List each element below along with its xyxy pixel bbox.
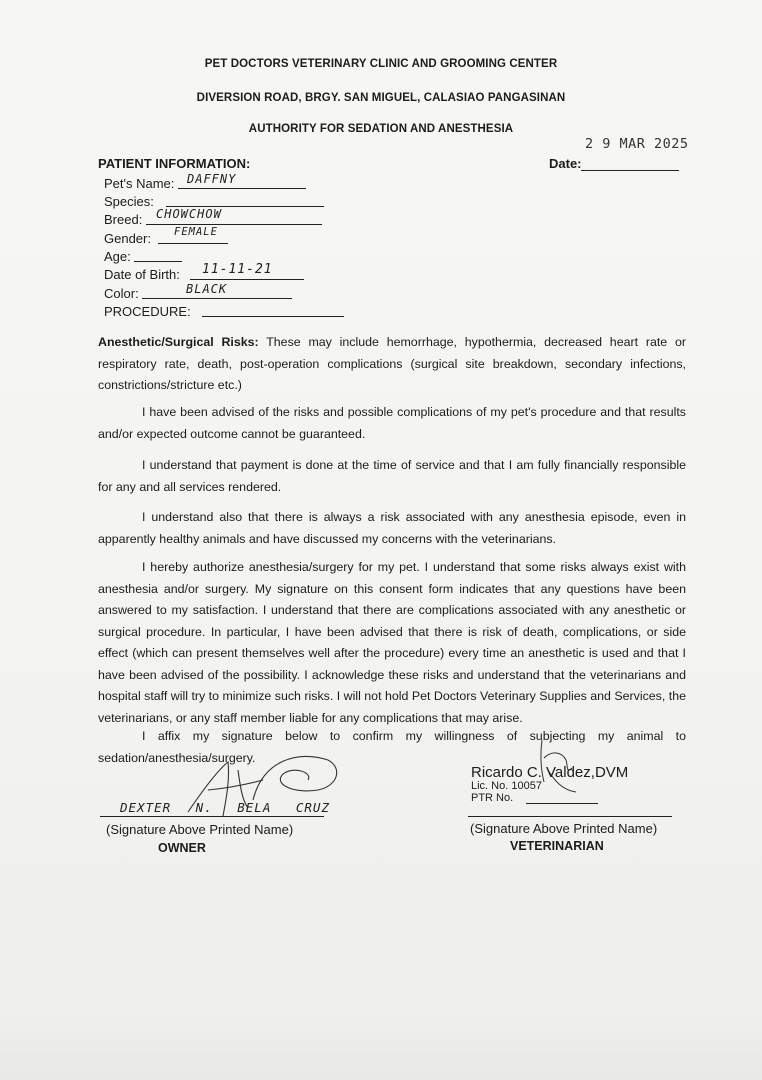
dob-value: 11-11-21 bbox=[202, 262, 273, 277]
paragraph-risk-text: I understand also that there is always a risk associated with any anesthesia episode, even in apparently healthy animals and have discussed my concerns with the veterinarians. bbox=[98, 510, 686, 546]
dob-label: Date of Birth: bbox=[104, 267, 180, 282]
date-stamp: 2 9 MAR 2025 bbox=[585, 136, 689, 152]
paragraph-authorize bbox=[98, 557, 686, 729]
owner-signature-line bbox=[100, 816, 324, 817]
paragraph-payment-text: I understand that payment is done at the time of service and that I am fully financially responsible for any and all services rendered. bbox=[98, 458, 686, 494]
vet-ptr-label: PTR No. bbox=[471, 792, 514, 804]
risks-heading: Anesthetic/Surgical Risks: bbox=[98, 335, 259, 349]
age-line bbox=[134, 261, 182, 262]
vet-name: Ricardo C. Valdez,DVM bbox=[471, 764, 629, 781]
species-label: Species: bbox=[104, 194, 154, 209]
vet-license: Lic. No. 10057 bbox=[471, 780, 542, 792]
breed-line bbox=[146, 224, 322, 225]
owner-role: OWNER bbox=[158, 841, 206, 855]
clinic-name: PET DOCTORS VETERINARY CLINIC AND GROOMING CENTER bbox=[204, 58, 558, 70]
color-line bbox=[142, 298, 292, 299]
patient-info-title: PATIENT INFORMATION: bbox=[98, 156, 251, 171]
breed-label: Breed: bbox=[104, 212, 143, 227]
paragraph-authorize-text: I hereby authorize anesthesia/surgery for my pet. I understand that some risks always exist with anesthesia and/or surgery. My signature on this consent form indicates that any questions have been answered to my satisfaction. I understand that there are complications associated with any anesthetic or surgical procedure. In particular, I have been advised that there is risk of death, complications, or side effect (which can present themselves well after the procedure) every time an anesthetic is used and that I have been advised of the possibility. I acknowledge these risks and understand that the veterinarians and hospital staff will try to minimize such risks. I will not hold Pet Doctors Veterinary Supplies and Services, the veterinarians, or any staff member liable for any complications that may arise. bbox=[98, 560, 686, 725]
paragraph-advised bbox=[98, 402, 686, 445]
vet-signature-label: (Signature Above Printed Name) bbox=[470, 821, 658, 836]
paragraph-risk bbox=[98, 507, 686, 550]
vet-role: VETERINARIAN bbox=[510, 839, 604, 853]
gender-line bbox=[158, 243, 228, 244]
owner-signature-label: (Signature Above Printed Name) bbox=[106, 822, 294, 837]
breed-value: CHOWCHOW bbox=[156, 207, 222, 221]
gender-label: Gender: bbox=[104, 231, 151, 246]
owner-printed-name: DEXTER N. BELA CRUZ bbox=[120, 800, 330, 815]
color-value: BLACK bbox=[186, 282, 228, 296]
date-label: Date: bbox=[549, 156, 582, 171]
color-label: Color: bbox=[104, 286, 139, 301]
paragraph-affix-text: I affix my signature below to confirm my willingness of subjecting my animal to sedation/anesthesia/surgery. bbox=[98, 729, 686, 765]
vet-ptr-line bbox=[526, 803, 598, 804]
page-bottom-shadow bbox=[0, 1020, 762, 1080]
vet-signature-line bbox=[468, 816, 672, 817]
dob-line bbox=[190, 279, 304, 280]
gender-value: FEMALE bbox=[174, 226, 218, 238]
form-title: AUTHORITY FOR SEDATION AND ANESTHESIA bbox=[248, 123, 514, 135]
procedure-label: PROCEDURE: bbox=[104, 304, 191, 319]
paragraph-payment bbox=[98, 455, 686, 498]
age-label: Age: bbox=[104, 249, 131, 264]
pet-name-line bbox=[178, 188, 306, 189]
risks-paragraph bbox=[98, 332, 686, 397]
pet-name-label: Pet's Name: bbox=[104, 176, 175, 191]
procedure-line bbox=[202, 316, 344, 317]
date-field-line bbox=[581, 170, 679, 171]
paragraph-advised-text: I have been advised of the risks and possible complications of my pet's procedure and that results and/or expected outcome cannot be guaranteed. bbox=[98, 405, 686, 441]
pet-name-value: DAFFNY bbox=[187, 172, 237, 186]
risks-text: These may include hemorrhage, hypothermia, decreased heart rate or respiratory rate, death, post-operation complications (surgical site breakdown, secondary infections, constrictions/stricture etc.) bbox=[98, 335, 686, 392]
clinic-address: DIVERSION ROAD, BRGY. SAN MIGUEL, CALASIAO PANGASINAN bbox=[196, 92, 566, 104]
